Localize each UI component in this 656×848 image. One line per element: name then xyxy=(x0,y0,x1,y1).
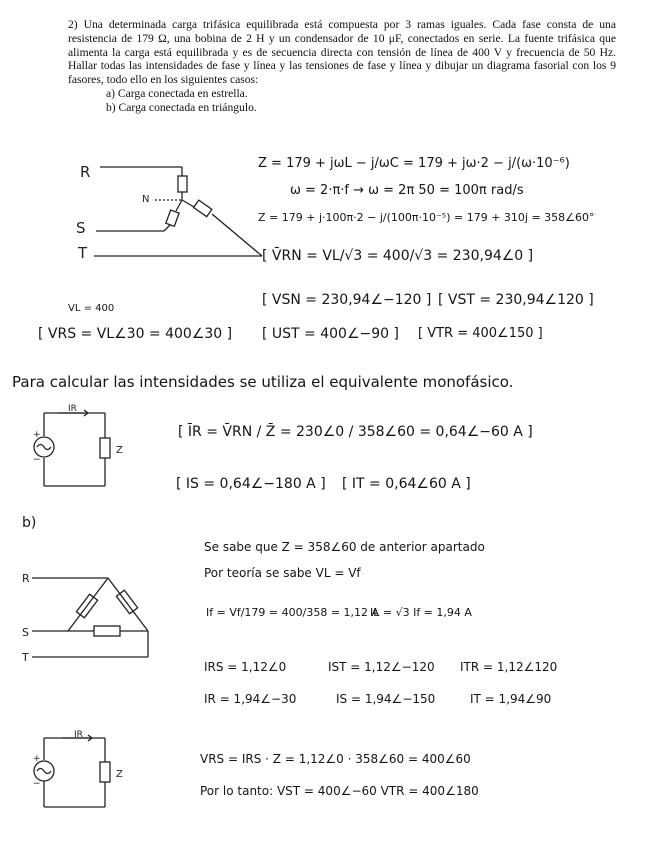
star-circuit-diagram xyxy=(76,163,262,262)
delta-label-r: R xyxy=(22,572,30,585)
omega-equation: ω = 2·π·f → ω = 2π 50 = 100π rad/s xyxy=(290,183,524,198)
impedance-equation: Z = 179 + jωL − j/ωC = 179 + jω·2 − j/(ω·10⁻⁶) xyxy=(258,156,570,171)
irs-result: IRS = 1,12∠0 xyxy=(204,660,287,674)
star-label-r: R xyxy=(80,163,91,181)
impedance-numeric: Z = 179 + j·100π·2 − j/(100π·10⁻⁵) = 179 + 310j = 358∠60° xyxy=(258,211,595,224)
it-result: [ IT = 0,64∠60 A ] xyxy=(342,476,471,492)
mono-z-label: Z xyxy=(116,445,123,456)
vrn-result: [ V̄RN = VL/√3 = 400/√3 = 230,94∠0 ] xyxy=(262,248,534,264)
known-impedance-note: Se sabe que Z = 358∠60 de anterior apartado xyxy=(204,540,485,554)
star-label-n: N xyxy=(142,194,150,205)
star-mono-equivalent xyxy=(33,404,123,486)
case-b-text: b) Carga conectada en triángulo. xyxy=(106,100,257,114)
itr-result: ITR = 1,12∠120 xyxy=(460,660,558,674)
delta-mono-ir-label: IR xyxy=(74,730,83,740)
svg-text:−: − xyxy=(33,455,41,465)
vsn-result: [ VSN = 230,94∠−120 ] xyxy=(262,292,432,308)
case-a-text: a) Carga conectada en estrella. xyxy=(106,86,248,100)
delta-label-s: S xyxy=(22,626,29,639)
svg-text:+: + xyxy=(33,430,41,440)
statement-text: 2) Una determinada carga trifásica equilibrada está compuesta por 3 ramas iguales. Cada fase consta de una resistencia de 179 Ω, una bobina de 2 H y un condensador de 10 μF, conectados en serie. La fuente trifásica que alimenta la carga está equilibrada y es de secuencia directa con tensión de línea de 400 V y frecuencia de 50 Hz. Hallar todas las intensidades de fase y línea y las tensiones de fase y línea y dibujar un diagrama fasorial con los 9 fasores, todo ello en los siguientes casos: xyxy=(68,18,616,87)
svg-text:−: − xyxy=(33,779,41,789)
vl-note: VL = 400 xyxy=(68,303,115,314)
delta-is-result: IS = 1,94∠−150 xyxy=(336,692,436,706)
vtn-result: [ VST = 230,94∠120 ] xyxy=(438,292,594,308)
ir-result: [ ĪR = V̄RN / Z̄ = 230∠0 / 358∠60 = 0,64∠−60 A ] xyxy=(178,424,533,440)
star-label-s: S xyxy=(76,219,86,237)
delta-ir-result: IR = 1,94∠−30 xyxy=(204,692,297,706)
star-label-t: T xyxy=(78,244,88,262)
is-result: [ IS = 0,64∠−180 A ] xyxy=(176,476,326,492)
vrs-result: [ VRS = VL∠30 = 400∠30 ] xyxy=(38,326,233,342)
delta-circuit-diagram xyxy=(21,572,148,664)
delta-it-result: IT = 1,94∠90 xyxy=(470,692,552,706)
theory-note: Por teoría se sabe VL = Vf xyxy=(204,566,361,580)
vst-result: [ UST = 400∠−90 ] xyxy=(262,326,399,342)
mono-ir-label: IR xyxy=(68,404,77,414)
line-current-calc: IL = √3 If = 1,94 A xyxy=(370,606,472,619)
monophasic-note: Para calcular las intensidades se utiliza el equivalente monofásico. xyxy=(12,373,514,391)
delta-vrs-result: VRS = IRS · Z = 1,12∠0 · 358∠60 = 400∠60 xyxy=(200,752,471,766)
part-b-label: b) xyxy=(22,515,37,531)
phase-current-calc: If = Vf/179 = 400/358 = 1,12 A xyxy=(206,606,380,619)
delta-mono-z-label: Z xyxy=(116,769,123,780)
delta-mono-equivalent xyxy=(33,730,123,807)
ist-result: IST = 1,12∠−120 xyxy=(328,660,435,674)
svg-text:+: + xyxy=(33,754,41,764)
delta-label-t: T xyxy=(22,651,29,664)
delta-other-voltages: Por lo tanto: VST = 400∠−60 VTR = 400∠180 xyxy=(200,784,479,798)
vtr-result: [ VTR = 400∠150 ] xyxy=(418,326,543,341)
